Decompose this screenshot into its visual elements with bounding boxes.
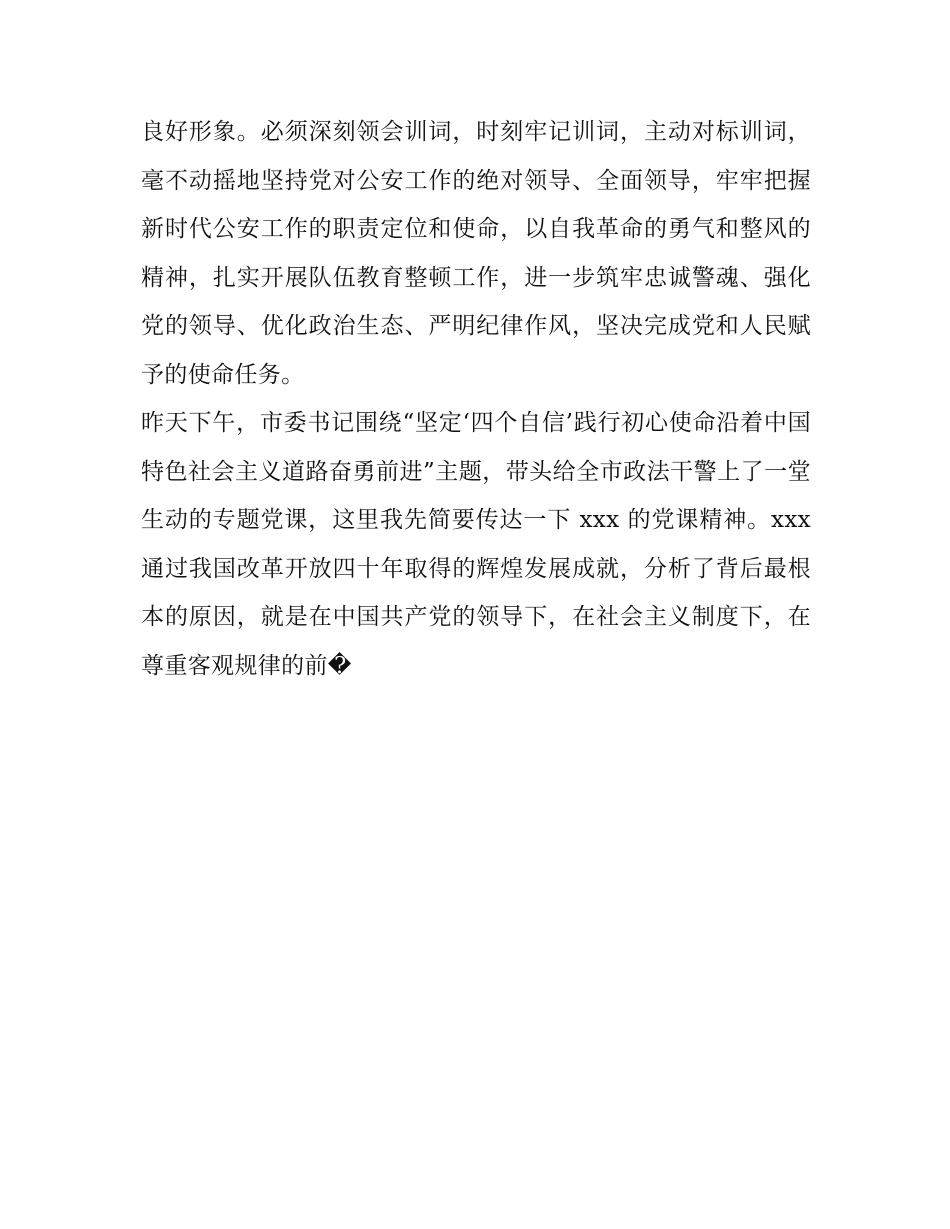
paragraph-1: 良好形象。必须深刻领会训词，时刻牢记训词，主动对标训词，毫不动摇地坚持党对公安工作的绝对领导、全面领导，牢牢把握新时代公安工作的职责定位和使命，以自我革命的勇气和整风的精神，扎实开展队伍教育整顿工作，进一步筑牢忠诚警魂、强化党的领导、优化政治生态、严明纪律作风，坚决完成党和人民赋予的使命任务。 xyxy=(141,119,811,388)
paragraph-2: 昨天下午，市委书记围绕“坚定‘四个自信’践行初心使命沿着中国特色社会主义道路奋勇前进”主题，带头给全市政法干警上了一堂生动的专题党课，这里我先简要传达一下 xxx 的党课精神。xxx 通过我国改革开放四十年取得的辉煌发展成就，分析了背后最根本的原因，就是在中国共产党的领导下，在社会主义制度下，在尊重客观规律的前� xyxy=(141,410,811,679)
document-body xyxy=(141,108,811,690)
